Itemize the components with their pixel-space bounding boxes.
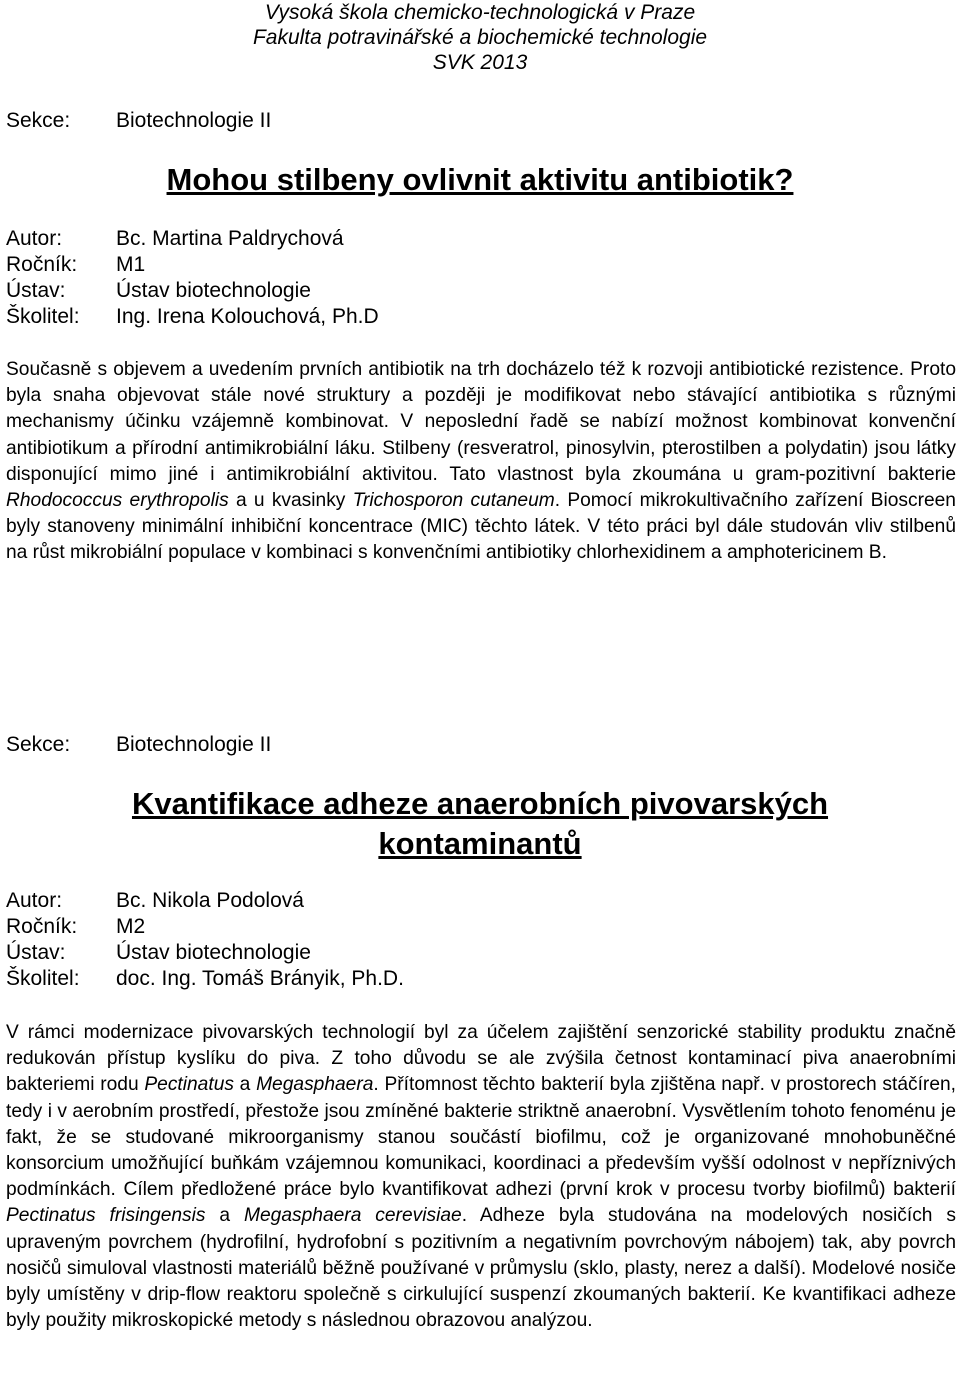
abstract1-year-row (6, 252, 145, 278)
species-name: Rhodococcus erythropolis (6, 490, 229, 512)
species-name: Megasphaera cerevisiae (244, 1205, 462, 1227)
species-name: Pectinatus (144, 1074, 234, 1096)
supervisor-label: Školitel: (6, 305, 80, 328)
abstract2-year-row (6, 914, 145, 940)
abstract2-title-line2: kontaminantů (378, 826, 582, 861)
abstract1-institute-row (6, 278, 311, 304)
abstract1-institute: Ústav biotechnologie (116, 279, 311, 302)
abstract2-supervisor: doc. Ing. Tomáš Brányik, Ph.D. (116, 967, 404, 990)
body-text: . Přítomnost těchto bakterií byla zjištěna např. v prostorech stáčíren, tedy i v aerobním prostředí, přestože jsou zmíněné bakterie striktně anaerobní. Vysvětlením tohoto fenoménu je fakt, že se studované mikroorganismy stanou součástí biofilmu, což je organizované mnohobuněčné konsorcium umožňující buňkám vzájemnou komunikaci, koordinaci a především vyšší odolnost v nepříznivých podmínkách. Cílem předložené práce bylo kvantifikovat adhezi (první krok v procesu tvorby biofilmů) bakterií (6, 1074, 956, 1201)
abstract2-title (0, 784, 960, 864)
abstract1-section: Biotechnologie II (116, 109, 272, 132)
institute-label: Ústav: (6, 941, 66, 964)
abstract2-supervisor-row (6, 966, 404, 992)
abstract2-year: M2 (116, 915, 146, 938)
abstract1-section-row (6, 108, 271, 134)
body-text: . Pomocí mikrokultivačního zařízení Bioscreen byly stanoveny minimální inhibiční koncentrace (MIC) těchto látek. V této práci byl dále studován vliv stilbenů na růst mikrobiální populace v kombinaci s konvenčními antibiotiky chlorhexidinem a amphotericinem B. (6, 490, 956, 564)
body-text: . Adheze byla studována na modelových nosičích s upraveným povrchem (hydrofilní, hydrofobní s pozitivním a negativním povrchovým nábojem) tak, aby povrch nosičů simuloval vlastnosti materiálů běžně používané v průmyslu (sklo, plasty, nerez a další). Modelové nosiče byly umístěny v drip-flow reaktoru společně s cirkulující suspenzí zkoumaných bakterií. Ke kvantifikaci adheze byly použity mikroskopické metody s následnou obrazovou analýzou. (6, 1205, 956, 1332)
abstract2-institute: Ústav biotechnologie (116, 941, 311, 964)
year-label: Ročník: (6, 915, 78, 938)
abstract2-section-row (6, 732, 271, 758)
header-university: Vysoká škola chemicko-technologická v Praze (264, 1, 696, 24)
body-text: Současně s objevem a uvedením prvních antibiotik na trh docházelo též k rozvoji antibiotické rezistence. Proto byla snaha objevovat stále nové struktury a později je modifikovat nebo stávající antibiotika s různými mechanismy účinku vzájemně kombinovat. V neposlední řadě se nabízí možnost kombinovat konvenční antibiotikum a přírodní antimikrobiální láku. Stilbeny (resveratrol, pinosylvin, pterostilben a polydatin) jsou látky disponující mimo jiné i antimikrobiální aktivitou. Tato vlastnost byla zkoumána u gram-pozitivní bakterie (6, 359, 956, 485)
abstract2-author-row (6, 888, 304, 914)
author-label: Autor: (6, 889, 63, 912)
abstract1-title-text: Mohou stilbeny ovlivnit aktivitu antibiotik? (166, 162, 794, 197)
body-text: a (205, 1205, 245, 1227)
document-header (0, 0, 960, 75)
body-text: a (233, 1074, 257, 1096)
institute-label: Ústav: (6, 279, 66, 302)
body-text: a u kvasinky (228, 490, 353, 512)
abstract1-title (0, 160, 960, 200)
abstract2-title-line1: Kvantifikace adheze anaerobních pivovarských (131, 786, 829, 821)
body-text: V rámci modernizace pivovarských technologií byl za účelem zajištění senzorické stability produktu značně redukován přístup kyslíku do piva. Z toho důvodu se ale zvýšila četnost kontaminací piva anaerobními bakteriemi rodu (6, 1022, 956, 1096)
year-label: Ročník: (6, 253, 78, 276)
abstract2-author: Bc. Nikola Podolová (116, 889, 304, 912)
abstract1-supervisor-row (6, 304, 379, 330)
supervisor-label: Školitel: (6, 967, 80, 990)
abstract2-institute-row (6, 940, 311, 966)
abstract1-year: M1 (116, 253, 146, 276)
section-label: Sekce: (6, 109, 71, 132)
abstract1-supervisor: Ing. Irena Kolouchová, Ph.D (116, 305, 379, 328)
species-name: Pectinatus frisingensis (6, 1205, 206, 1227)
header-conference: SVK 2013 (432, 51, 528, 74)
abstract2-section: Biotechnologie II (116, 733, 272, 756)
author-label: Autor: (6, 227, 63, 250)
abstract1-author: Bc. Martina Paldrychová (116, 227, 344, 250)
header-faculty: Fakulta potravinářské a biochemické technologie (252, 26, 708, 49)
species-name: Trichosporon cutaneum (352, 490, 555, 512)
section-label: Sekce: (6, 733, 71, 756)
abstract2-body (6, 1020, 956, 1334)
abstract1-author-row (6, 226, 344, 252)
species-name: Megasphaera (256, 1074, 374, 1096)
abstract1-body (6, 357, 956, 567)
